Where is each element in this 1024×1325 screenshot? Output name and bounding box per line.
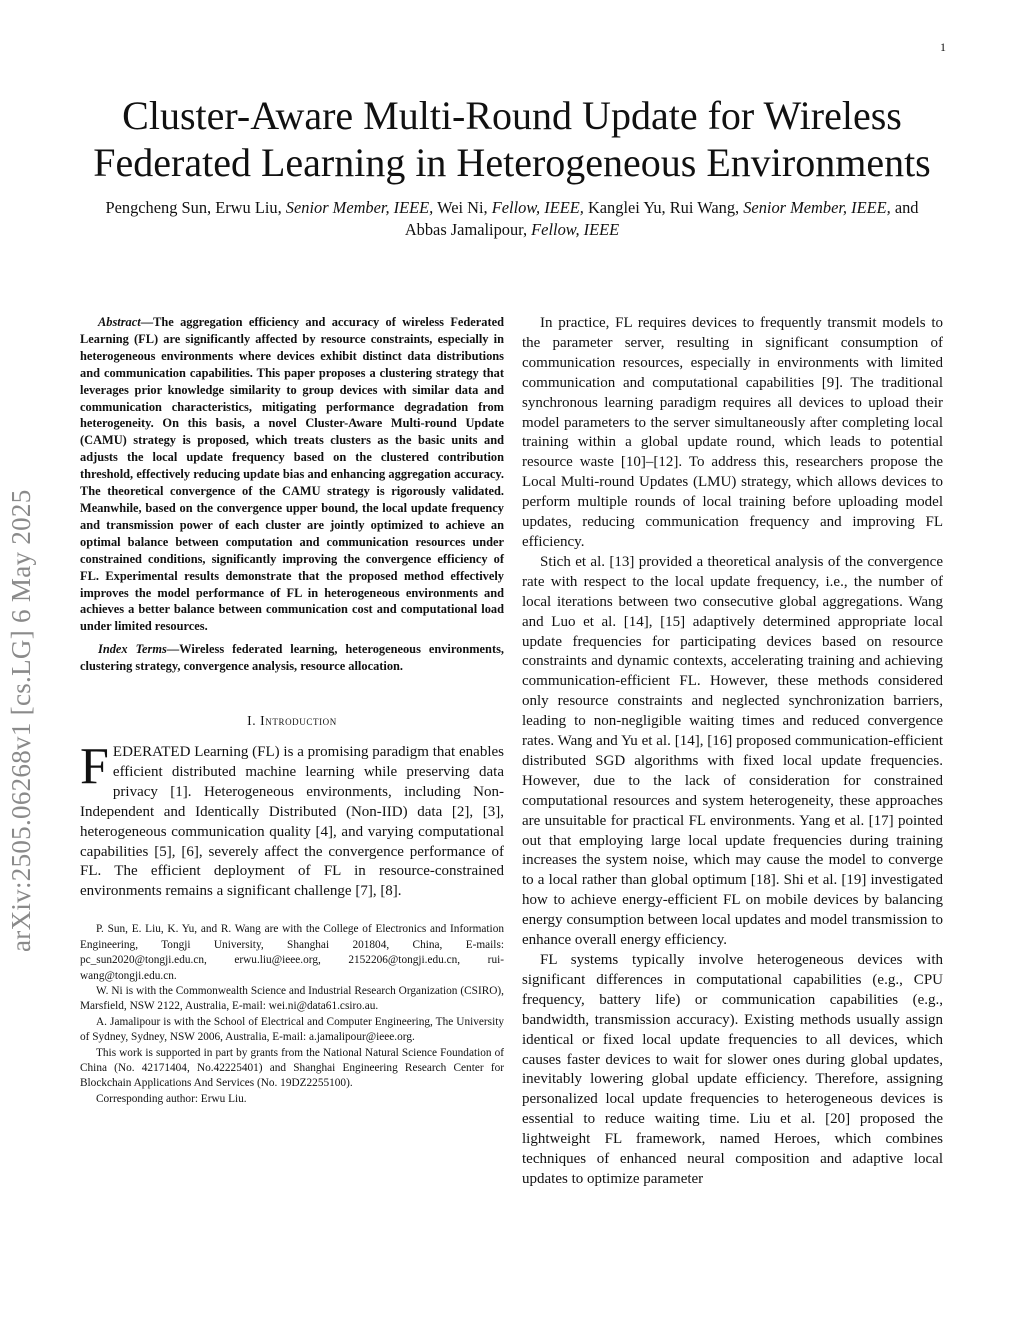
arxiv-stamp: arXiv:2505.06268v1 [cs.LG] 6 May 2025 [6,489,36,952]
author-names-1: Pengcheng Sun, Erwu Liu, [105,198,286,217]
drop-cap: F [80,738,109,796]
index-terms [80,641,504,675]
body-paragraph: FL systems typically involve heterogeneous devices with significant differences in computational capabilities (e.g., CPU frequency, battery life) or communication capabilities (e.g., bandwidth, transmission accuracy). Existing methods usually assign identical or fixed local update frequencies to all devices, which causes faster devices to wait for slower ones during global updates, inevitably lowering global update efficiency. Therefore, assigning personalized local update frequencies to heterogeneous devices is essential to reduce waiting time. Liu et al. [20] proposed the lightweight FL framework, named Heroes, which combines techniques of enhanced neural composition and adaptive local updates to optimize parameter [522,952,943,1187]
body-paragraph: In practice, FL requires devices to frequently transmit models to the parameter server, resulting in significant consumption of communication resources, especially in environments with limited communication and computational capabilities [9]. The traditional synchronous learning paradigm requires all devices to upload their model parameters to the server simultaneously after completing local training within a global update round, which leads to potential resource waste [10]–[12]. To address this, researchers propose the Local Multi-round Updates (LMU) strategy, which allows devices to perform multiple rounds of local training before uploading model updates, reducing communication frequency and improving FL efficiency. [522,315,943,550]
right-column [522,314,943,1190]
author-rank-3: Senior Member, IEEE, [743,198,891,217]
intro-paragraph [80,738,504,902]
author-names-3: Kanglei Yu, Rui Wang, [583,198,744,217]
left-column [80,314,504,1107]
intro-text: EDERATED Learning (FL) is a promising paradigm that enables efficient distributed machine learning while preserving data privacy [1]. Heterogeneous environments, including Non-Independent and Identically Distributed (Non-IID) data [2], [3], heterogeneous communication quality [4], and varying computational capabilities [5], [6], severely affect the convergence performance of FL. The efficient deployment of FL in resource-constrained environments remains a significant challenge [7], [8]. [80,744,504,900]
footnote-affiliation-tongji: P. Sun, E. Liu, K. Yu, and R. Wang are with the College of Electronics and Information Engineering, Tongji University, Shanghai 201804, China, E-mails: pc_sun2020@tongji.edu.cn, erwu.liu@ieee.org, 2152206@tongji.edu.cn, rui-wang@tongji.edu.cn. [80,923,504,982]
author-names-4: and Abbas Jamalipour, [404,198,919,239]
section-title: Introduction [260,713,337,729]
page-number: 1 [940,40,946,54]
footnote-affiliation-csiro: W. Ni is with the Commonwealth Science and Industrial Research Organization (CSIRO), Marsfield, NSW 2122, Australia, E-mail: wei.ni@data61.csiro.au. [80,984,504,1013]
footnote-corresponding-author: Corresponding author: Erwu Liu. [96,1092,247,1105]
abstract-text: —The aggregation efficiency and accuracy of wireless Federated Learning (FL) are significantly affected by resource constraints, especially in heterogeneous environments where devices exhibit distinct data distributions and communication capabilities. This paper proposes a clustering strategy that leverages prior knowledge similarity to group devices with similar data and communication characteristics, mitigating performance degradation from heterogeneity. On this basis, a novel Cluster-Aware Multi-round Update (CAMU) strategy is proposed, which treats clusters as the basic units and adjusts the local update frequency based on the clustered contribution threshold, effectively reducing update bias and enhancing aggregation accuracy. The theoretical convergence of the CAMU strategy is rigorously validated. Meanwhile, based on the convergence upper bound, the local update frequency and transmission power of each cluster are jointly optimized to achieve an optimal balance between computation and communication resources under constrained conditions, significantly improving the convergence efficiency of FL. Experimental results demonstrate that the proposed method effectively improves the model performance of FL in heterogeneous environments and achieves a better balance between communication cost and computational load under limited resources. [80,315,504,634]
index-terms-text: —Wireless federated learning, heterogeneous environments, clustering strategy, convergence analysis, resource allocation. [80,642,504,674]
section-heading [80,713,504,729]
abstract-label: Abstract [98,315,141,329]
footnote-affiliation-sydney: A. Jamalipour is with the School of Electrical and Computer Engineering, The University of Sydney, Sydney, NSW 2006, Australia, E-mail: a.jamalipour@ieee.org. [80,1015,504,1044]
author-rank-2: Fellow, IEEE, [491,198,584,217]
author-list [100,197,924,241]
author-names-2: Wei Ni, [433,198,492,217]
footnote-funding: This work is supported in part by grants from the National Natural Science Foundation of China (No. 42171404, No.42225401) and Shanghai Engineering Research Center for Blockchain Applications And Services (No. 19DZ2255100). [80,1046,504,1090]
body-paragraph: Stich et al. [13] provided a theoretical analysis of the convergence rate with respect to the local update frequency, i.e., the number of local iterations between two consecutive global aggregations. Wang and Luo et al. [14], [15] adaptively determined appropriate local update frequencies for participating devices based on resource constraints and dynamic contexts, accelerating training and achieving communication-efficient FL. However, these methods considered only resource constraints and neglected synchronization barriers, leading to non-negligible waiting times and reduced convergence rates. Wang and Yu et al. [14], [16] proposed communication-efficient distributed SGD algorithms with fixed local update frequencies. However, due to the lack of consideration for constrained computational resources and system heterogeneity, these approaches are unsuitable for practical FL environments. Yang et al. [17] pointed out that employing large local update frequencies during training increases the system noise, which may cause the model to converge to a local rather than global optimum [18]. Shi et al. [19] investigated how to achieve energy-efficient FL on mobile devices by balancing energy consumption between local updates and model transmission to enhance overall energy efficiency. [522,553,943,949]
footnotes [80,922,504,1107]
abstract [80,314,504,635]
paper-title: Cluster-Aware Multi-Round Update for Wireless Federated Learning in Heterogeneous Environments [93,93,931,185]
author-rank-4: Fellow, IEEE [531,220,620,239]
index-terms-label: Index Terms [98,642,167,657]
section-number: I. [247,713,257,729]
author-rank-1: Senior Member, IEEE, [285,198,434,217]
